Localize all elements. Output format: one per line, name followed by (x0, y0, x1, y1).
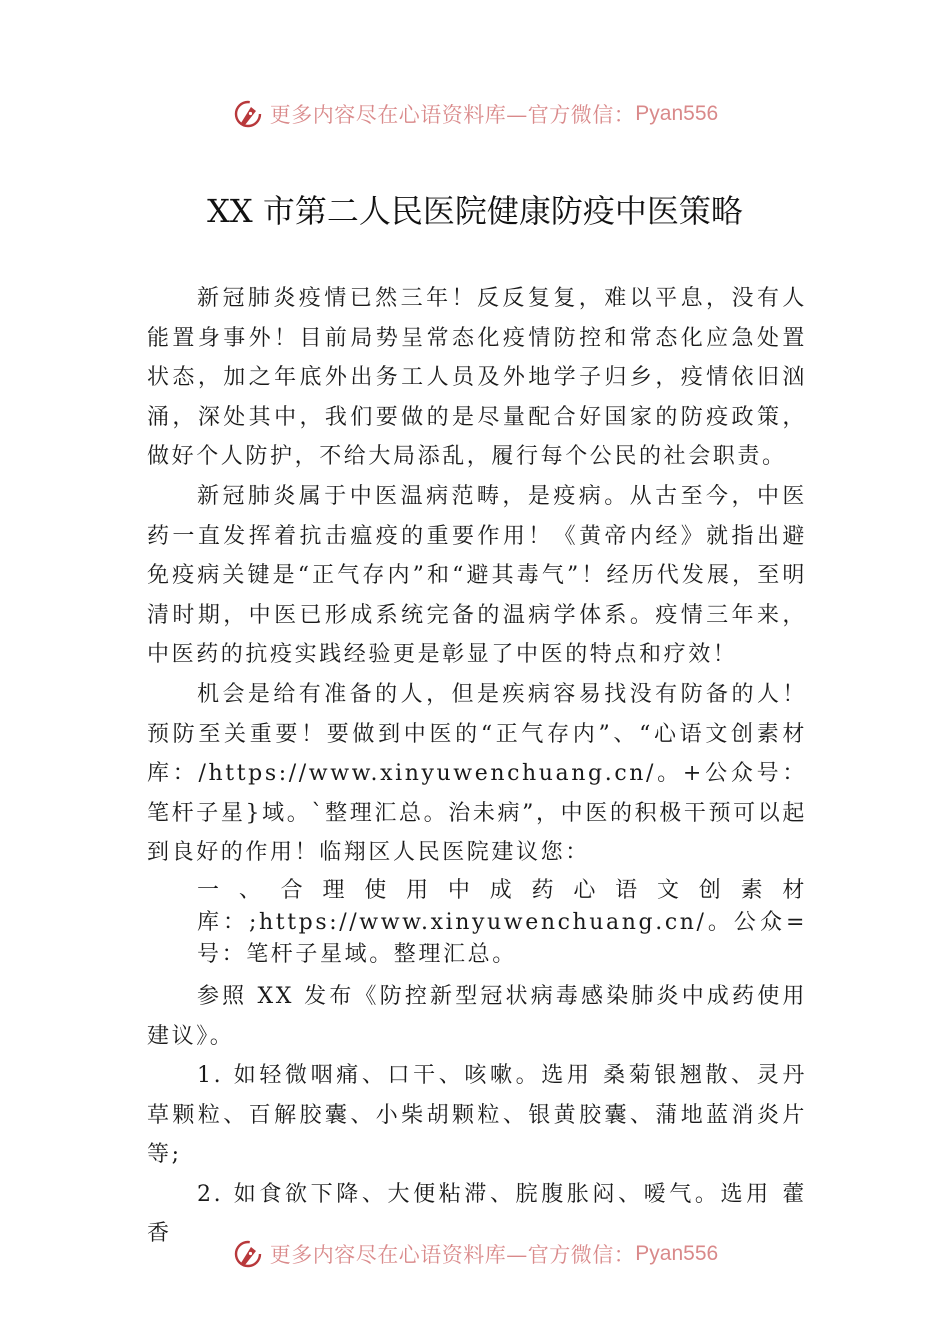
pen-nib-seal-icon (232, 1238, 264, 1270)
document-title: XX 市第二人民医院健康防疫中医策略 (207, 192, 743, 230)
document-body (147, 279, 807, 1254)
watermark-text: 更多内容尽在心语资料库—官方微信： (269, 1243, 636, 1267)
paragraph: 参照 XX 发布《防控新型冠状病毒感染肺炎中成药使用建议》。 (147, 983, 807, 1049)
section-heading: 一、合理使用中成药心语文创素材库：;https://www.xinyuwenchuang.cn/。公众=号：笔杆子星域。整理汇总。 (197, 877, 807, 967)
paragraph: 新冠肺炎属于中医温病范畴，是疫病。从古至今，中医药一直发挥着抗击瘟疫的重要作用！《黄帝内经》就指出避免疫病关键是“正气存内”和“避其毒气”！经历代发展，至明清时期，中医已形成系统完备的温病学体系。疫情三年来， 中医药的抗疫实践经验更是彰显了中医的特点和疗效！ (147, 483, 807, 668)
watermark-wechat-id: Pyan556 (635, 102, 719, 125)
watermark-banner-top (0, 94, 950, 134)
paragraph: 机会是给有准备的人，但是疾病容易找没有防备的人！预防至关重要！要做到中医的“正气存内”、“心语文创素材库：/https://www.xinyuwenchuang.cn/。+公众号：笔杆子星}域。`整理汇总。治未病”，中医的积极干预可以起到良好的作用！临翔区人民医院建议您： (147, 681, 807, 866)
pen-nib-seal-icon (232, 98, 264, 130)
list-item: 1. 如轻微咽痛、口干、咳嗽。选用 桑菊银翘散、灵丹草颗粒、百解胶囊、小柴胡颗粒、银黄胶囊、蒲地蓝消炎片等; (147, 1063, 807, 1168)
watermark-text: 更多内容尽在心语资料库—官方微信： (269, 103, 636, 127)
watermark-wechat-id: Pyan556 (635, 1242, 719, 1265)
list-item: 2. 如食欲下降、大便粘滞、脘腹胀闷、嗳气。选用 藿香 (147, 1181, 807, 1247)
watermark-banner-bottom (0, 1234, 950, 1274)
paragraph: 新冠肺炎疫情已然三年！反反复复，难以平息，没有人能置身事外！目前局势呈常态化疫情防控和常态化应急处置状态，加之年底外出务工人员及外地学子归乡，疫情依旧汹涌，深处其中，我们要做的是尽量配合好国家的防疫政策， 做好个人防护，不给大局添乱，履行每个公民的社会职责。 (147, 286, 807, 470)
